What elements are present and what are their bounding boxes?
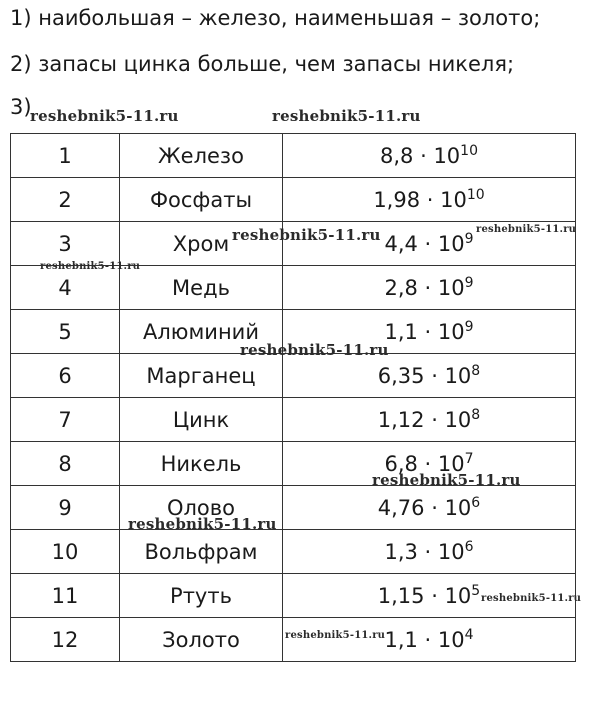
resource-name: Никель <box>120 442 283 486</box>
value-mantissa: 8,8 <box>380 143 414 168</box>
watermark: reshebnik5-11.ru <box>272 107 421 125</box>
reserve-value <box>283 530 576 574</box>
value-mantissa: 6,8 <box>384 451 418 476</box>
value-exponent: 9 <box>464 318 474 335</box>
value-exponent: 4 <box>464 626 474 643</box>
value-mantissa: 1,98 <box>373 187 421 212</box>
value-base: · 10 <box>431 363 472 388</box>
resource-name: Золото <box>120 618 283 662</box>
row-number: 9 <box>11 486 120 530</box>
value-base: · 10 <box>424 539 465 564</box>
row-number: 8 <box>11 442 120 486</box>
resource-name: Медь <box>120 266 283 310</box>
answer-line-3: 3) <box>10 95 32 119</box>
value-base: · 10 <box>424 275 465 300</box>
value-base: · 10 <box>424 627 465 652</box>
value-mantissa: 4,4 <box>384 231 418 256</box>
reserve-value <box>283 354 576 398</box>
reserve-value <box>283 178 576 222</box>
resource-name: Ртуть <box>120 574 283 618</box>
row-number: 12 <box>11 618 120 662</box>
resource-name: Марганец <box>120 354 283 398</box>
watermark: reshebnik5-11.ru <box>372 471 521 489</box>
row-number: 7 <box>11 398 120 442</box>
value-mantissa: 2,8 <box>384 275 418 300</box>
value-base: · 10 <box>424 231 465 256</box>
value-exponent: 6 <box>464 538 474 555</box>
table-row <box>11 398 576 442</box>
value-exponent: 5 <box>471 582 481 599</box>
answer-line-2: 2) запасы цинка больше, чем запасы никеля; <box>10 52 515 76</box>
row-number: 2 <box>11 178 120 222</box>
reserves-table <box>10 133 576 662</box>
value-exponent: 7 <box>464 450 474 467</box>
resource-name: Фосфаты <box>120 178 283 222</box>
value-exponent: 6 <box>471 494 481 511</box>
reserve-value <box>283 486 576 530</box>
table-row <box>11 178 576 222</box>
table-row <box>11 134 576 178</box>
value-base: · 10 <box>426 187 467 212</box>
resource-name: Хром <box>120 222 283 266</box>
value-base: · 10 <box>424 451 465 476</box>
value-base: · 10 <box>424 319 465 344</box>
watermark: reshebnik5-11.ru <box>240 341 389 359</box>
value-exponent: 8 <box>471 362 481 379</box>
row-number: 10 <box>11 530 120 574</box>
watermark: reshebnik5-11.ru <box>128 515 277 533</box>
watermark: reshebnik5-11.ru <box>481 593 582 604</box>
resource-name: Вольфрам <box>120 530 283 574</box>
value-mantissa: 1,3 <box>384 539 418 564</box>
row-number: 11 <box>11 574 120 618</box>
value-exponent: 10 <box>460 142 478 159</box>
row-number: 3 <box>11 222 120 266</box>
table-row <box>11 486 576 530</box>
value-base: · 10 <box>431 583 472 608</box>
table-row <box>11 354 576 398</box>
value-mantissa: 1,1 <box>384 627 418 652</box>
row-number: 4 <box>11 266 120 310</box>
reserve-value <box>283 266 576 310</box>
watermark: reshebnik5-11.ru <box>40 261 141 272</box>
reserve-value <box>283 134 576 178</box>
value-exponent: 9 <box>464 230 474 247</box>
value-exponent: 9 <box>464 274 474 291</box>
value-exponent: 8 <box>471 406 481 423</box>
resource-name: Железо <box>120 134 283 178</box>
resource-name: Цинк <box>120 398 283 442</box>
table-row <box>11 530 576 574</box>
resource-name: Олово <box>120 486 283 530</box>
value-base: · 10 <box>431 407 472 432</box>
resource-name: Алюминий <box>120 310 283 354</box>
row-number: 6 <box>11 354 120 398</box>
value-mantissa: 1,15 <box>377 583 425 608</box>
value-mantissa: 1,12 <box>377 407 425 432</box>
value-mantissa: 4,76 <box>377 495 425 520</box>
value-base: · 10 <box>420 143 461 168</box>
watermark: reshebnik5-11.ru <box>285 630 386 641</box>
answer-line-1: 1) наибольшая – железо, наименьшая – золото; <box>10 6 541 30</box>
value-mantissa: 1,1 <box>384 319 418 344</box>
table-row <box>11 266 576 310</box>
value-mantissa: 6,35 <box>377 363 425 388</box>
row-number: 1 <box>11 134 120 178</box>
value-base: · 10 <box>431 495 472 520</box>
value-exponent: 10 <box>466 186 485 203</box>
watermark: reshebnik5-11.ru <box>476 224 577 235</box>
watermark: reshebnik5-11.ru <box>232 226 381 244</box>
row-number: 5 <box>11 310 120 354</box>
reserve-value <box>283 398 576 442</box>
watermark: reshebnik5-11.ru <box>30 107 179 125</box>
